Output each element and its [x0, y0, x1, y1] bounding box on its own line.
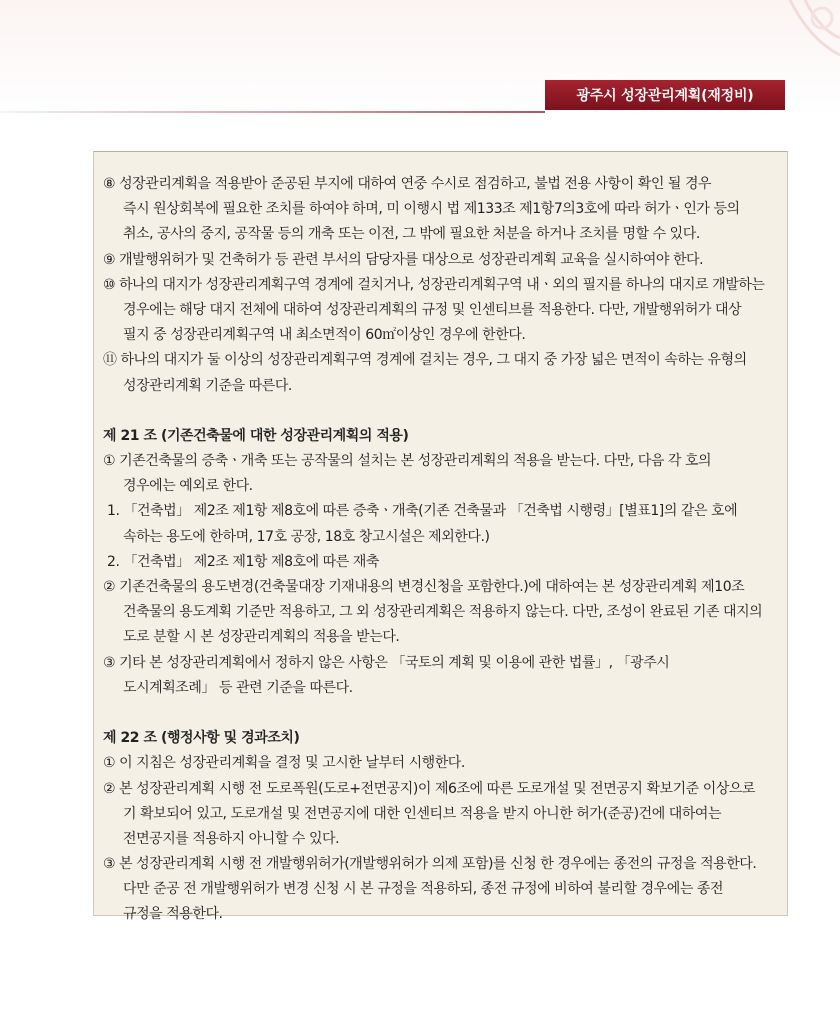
list-item: ③ 기타 본 성장관리계획에서 정하지 않은 사항은 「국토의 계획 및 이용에 관한 법률」, 「광주시 — [103, 654, 670, 671]
list-item: 도로 분할 시 본 성장관리계획의 적용을 받는다. — [123, 629, 400, 646]
list-item: 취소, 공사의 중지, 공작물 등의 개축 또는 이전, 그 밖에 필요한 처분을 하거나 조치를 명할 수 있다. — [123, 226, 700, 243]
list-item: 경우에는 예외로 한다. — [123, 478, 253, 495]
document-title-band — [545, 80, 785, 110]
article-22-heading: 제 22 조 (행정사항 및 경과조치) — [103, 730, 300, 747]
list-item: 2. 「건축법」 제2조 제1항 제8호에 따른 재축 — [107, 553, 379, 570]
list-item: 건축물의 용도계획 기준만 적용하고, 그 외 성장관리계획은 적용하지 않는다. 다만, 조성이 완료된 기존 대지의 — [123, 604, 763, 621]
list-item: ① 이 지침은 성장관리계획을 결정 및 고시한 날부터 시행한다. — [103, 755, 465, 772]
document-title: 광주시 성장관리계획(재정비) — [576, 88, 754, 104]
decorative-corner-icon — [750, 0, 840, 80]
list-item: ② 본 성장관리계획 시행 전 도로폭원(도로+전면공지)이 제6조에 따른 도로개설 및 전면공지 확보기준 이상으로 — [103, 780, 756, 797]
document-body — [103, 172, 783, 928]
list-item: 경우에는 해당 대지 전체에 대하여 성장관리계획의 규정 및 인센티브를 적용한다. 다만, 개발행위허가 대상 — [123, 301, 742, 318]
list-item: 전면공지를 적용하지 아니할 수 있다. — [123, 830, 340, 847]
header-rule — [0, 111, 545, 113]
list-item: ② 기존건축물의 용도변경(건축물대장 기재내용의 변경신청을 포함한다.)에 대하여는 본 성장관리계획 제10조 — [103, 579, 745, 595]
list-item: 도시계획조례」 등 관련 기준을 따른다. — [123, 679, 353, 696]
list-item: 기 확보되어 있고, 도로개설 및 전면공지에 대한 인센티브 적용을 받지 아니한 허가(준공)건에 대하여는 — [123, 805, 722, 822]
list-item: 다만 준공 전 개발행위허가 변경 신청 시 본 규정을 적용하되, 종전 규정에 비하여 불리할 경우에는 종전 — [123, 881, 724, 898]
article-21-heading: 제 21 조 (기존건축물에 대한 성장관리계획의 적용) — [103, 427, 409, 444]
list-item: ⑧ 성장관리계획을 적용받아 준공된 부지에 대하여 연중 수시로 점검하고, 불법 전용 사항이 확인 될 경우 — [103, 176, 712, 192]
list-item: 1. 「건축법」 제2조 제1항 제8호에 따른 증축ㆍ개축(기존 건축물과 「건축법 시행령」[별표1]의 같은 호에 — [107, 503, 738, 520]
list-item: 규정을 적용한다. — [123, 906, 223, 923]
list-item: 성장관리계획 기준을 따른다. — [123, 377, 292, 394]
list-item: ① 기존건축물의 증축ㆍ개축 또는 공작물의 설치는 본 성장관리계획의 적용을 받는다. 다만, 다음 각 호의 — [103, 453, 712, 470]
list-item: 속하는 용도에 한하며, 17호 공장, 18호 창고시설은 제외한다.) — [123, 528, 490, 545]
list-item: 필지 중 성장관리계획구역 내 최소면적이 60㎡이상인 경우에 한한다. — [123, 327, 526, 344]
list-item: ⑩ 하나의 대지가 성장관리계획구역 경계에 걸치거나, 성장관리계획구역 내ㆍ외의 필지를 하나의 대지로 개발하는 — [103, 276, 765, 293]
list-item: 즉시 원상회복에 필요한 조치를 하여야 하며, 미 이행시 법 제133조 제1항7의3호에 따라 허가ㆍ인가 등의 — [123, 201, 740, 218]
list-item: ⑪ 하나의 대지가 둘 이상의 성장관리계획구역 경계에 걸치는 경우, 그 대지 중 가장 넓은 면적이 속하는 유형의 — [103, 352, 747, 369]
list-item: ⑨ 개발행위허가 및 건축허가 등 관련 부서의 담당자를 대상으로 성장관리계획 교육을 실시하여야 한다. — [103, 251, 704, 268]
list-item: ③ 본 성장관리계획 시행 전 개발행위허가(개발행위허가 의제 포함)를 신청 한 경우에는 종전의 규정을 적용한다. — [103, 856, 757, 873]
